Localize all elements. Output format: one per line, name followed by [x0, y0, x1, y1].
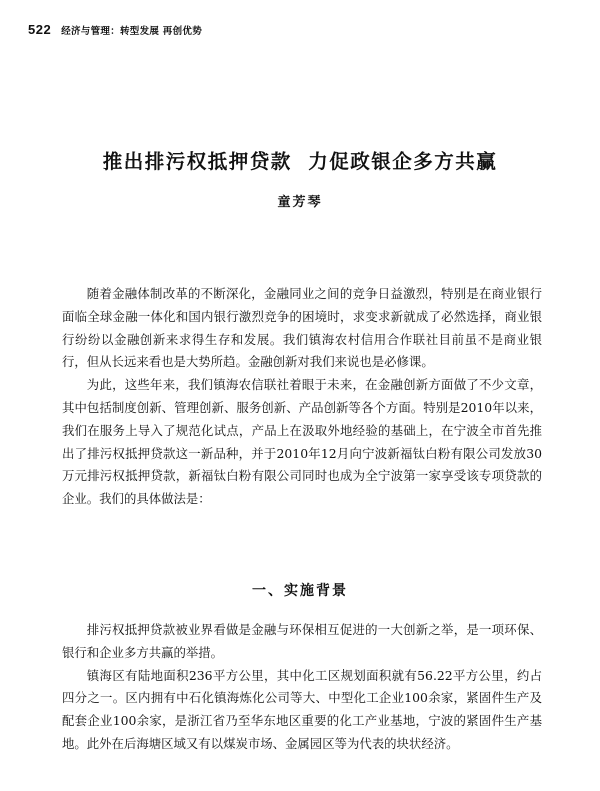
page-header [28, 22, 202, 37]
running-head: 经济与管理：转型发展 再创优势 [61, 26, 203, 37]
article-title: 推出排污权抵押贷款 力促政银企多方共赢 [102, 150, 498, 173]
author-name: 童芳琴 [277, 195, 323, 210]
body-paragraph: 排污权抵押贷款被业界看做是金融与环保相互促进的一大创新之举，是一项环保、银行和企业多方共赢的举措。 [62, 622, 542, 660]
article-body [62, 283, 542, 511]
section-body [62, 619, 542, 756]
body-paragraph: 为此，这些年来，我们镇海农信联社着眼于未来，在金融创新方面做了不少文章，其中包括制度创新、管理创新、服务创新、产品创新等各个方面。特别是2010年以来，我们在服务上导入了规范化试点，产品上在汲取外地经验的基础上，在宁波全市首先推出了排污权抵押贷款这一新品种，并于2010年12月向宁波新福钛白粉有限公司发放30万元排污权抵押贷款，新福钛白粉有限公司同时也成为全宁波第一家享受该专项贷款的企业。我们的具体做法是： [62, 377, 542, 507]
body-paragraph: 随着金融体制改革的不断深化，金融同业之间的竞争日益激烈，特别是在商业银行面临全球金融一体化和国内银行激烈竞争的困境时，求变求新就成了必然选择，商业银行纷纷以金融创新来求得生存和发展。我们镇海农村信用合作联社目前虽不是商业银行，但从长远来看也是大势所趋。金融创新对我们来说也是必修课。 [62, 286, 542, 370]
section-heading: 一、实施背景 [252, 583, 348, 599]
body-paragraph: 镇海区有陆地面积236平方公里，其中化工区规划面积就有56.22平方公里，约占四分之一。区内拥有中石化镇海炼化公司等大、中型化工企业100余家，紧固件生产及配套企业100余家，是浙江省乃至华东地区重要的化工产业基地，宁波的紧固件生产基地。此外在后海塘区域又有以煤炭市场、金属园区等为代表的块状经济。 [62, 667, 542, 751]
page-number: 522 [28, 22, 52, 37]
